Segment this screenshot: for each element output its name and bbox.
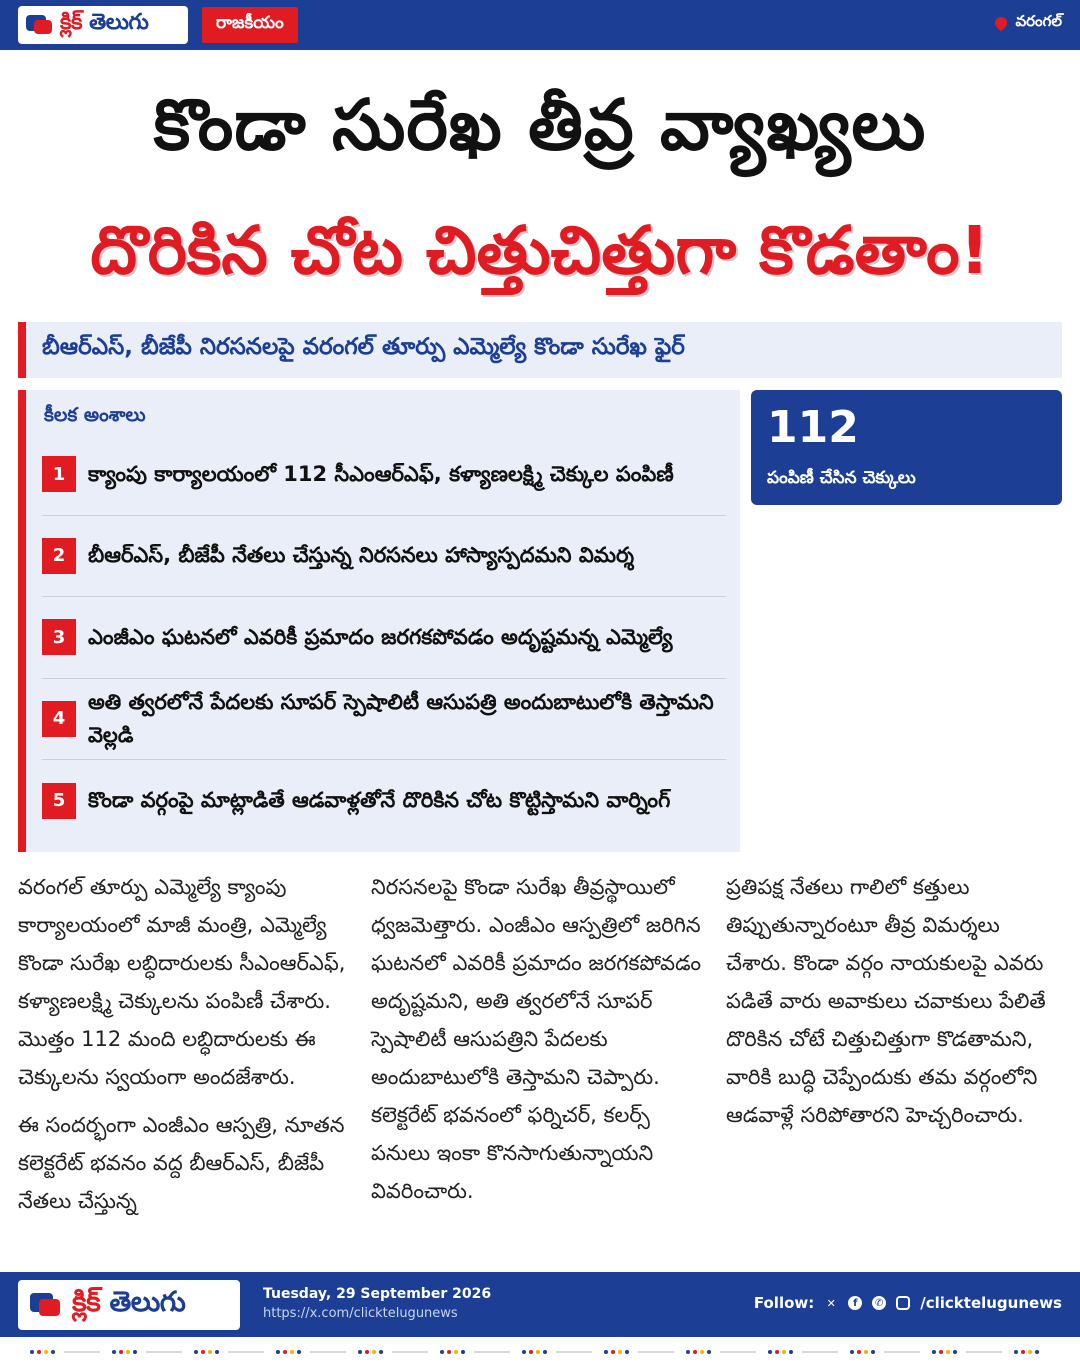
key-point-item (42, 679, 726, 761)
article-paragraph: నిరసనలపై కొండా సురేఖ తీవ్రస్థాయిలో ధ్వజమెత్తారు. ఎంజీఎం ఆస్పత్రిలో జరిగిన ఘటనలో ఎవరికీ ప్రమాదం జరగకపోవడం అదృష్టమని, అతి త్వరలోనే సూపర్ స్పెషాలిటీ ఆసుపత్రిని పేదలకు అందుబాటులోకి తెస్తామని చెప్పారు. కలెక్టరేట్ భవనంలో ఫర్నిచర్, కలర్స్ పనులు ఇంకా కొనసాగుతున్నాయని వివరించారు. (371, 875, 701, 1203)
chat-bubble-logo-icon (30, 1291, 60, 1319)
key-point-item (42, 516, 726, 598)
site-logo[interactable] (18, 6, 188, 44)
key-point-text: కొండా వర్గంపై మాట్లాడితే ఆడవాళ్లతోనే దొరికిన చోట కొట్టిస్తామని వార్నింగ్ (88, 788, 671, 813)
chat-bubble-logo-icon (26, 13, 52, 37)
location-tag (995, 12, 1062, 34)
key-point-item (42, 760, 726, 842)
headline-primary: కొండా సురేఖ తీవ్ర వ్యాఖ్యలు (153, 84, 927, 166)
dot-group-icon (686, 1350, 714, 1354)
dot-group-icon (1014, 1350, 1042, 1354)
stat-label: పంపిణీ చేసిన చెక్కులు (767, 468, 916, 488)
key-point-text: ఎంజీఎం ఘటనలో ఎవరికీ ప్రమాదం జరగకపోవడం అదృష్టమన్న ఎమ్మెల్యే (88, 624, 673, 649)
headline-secondary: దొరికిన చోట చిత్తుచిత్తుగా కొడతాం! (90, 212, 990, 289)
article-paragraph: వరంగల్ తూర్పు ఎమ్మెల్యే క్యాంపు కార్యాలయంలో మాజీ మంత్రి, ఎమ్మెల్యే కొండా సురేఖ లబ్ధిదారులకు సీఎంఆర్ఎఫ్, కళ్యాణలక్ష్మి చెక్కులను పంపిణీ చేశారు. మొత్తం 112 మంది లబ్ధిదారులకు ఈ చెక్కులను స్వయంగా అందజేశారు. (18, 875, 346, 1089)
dot-group-icon (932, 1350, 960, 1354)
article-column-1 (18, 868, 354, 1230)
social-handle[interactable]: /clicktelugunews (920, 1294, 1062, 1312)
location-pin-icon (993, 15, 1010, 32)
number-badge: 4 (42, 701, 76, 737)
article-paragraph: ప్రతిపక్ష నేతలు గాలిలో కత్తులు తిప్పుతున్నారంటూ తీవ్ర విమర్శలు చేశారు. కొండా వర్గం నాయకులపై ఎవరు పడితే వారు అవాకులు చవాకులు పేలితే దొరికిన చోటే చిత్తుచిత్తుగా కొడతామని, వారికి బుద్ధి చెప్పేందుకు తమ వర్గంలోని ఆడవాళ్లే సరిపోతారని హెచ్చరించారు. (726, 875, 1046, 1127)
key-point-text: అతి త్వరలోనే పేదలకు సూపర్ స్పెషాలిటీ ఆసుపత్రి అందుబాటులోకి తెస్తామని వెల్లడి (88, 689, 714, 747)
divider (884, 1351, 920, 1353)
key-points-list (42, 434, 726, 842)
dot-group-icon (112, 1350, 140, 1354)
key-point-text: బీఆర్ఎస్, బీజేపీ నేతలు చేస్తున్న నిరసనలు హాస్యాస్పదమని విమర్శ (88, 543, 635, 568)
divider (966, 1351, 1002, 1353)
category-badge[interactable]: రాజకీయం (202, 7, 298, 43)
dot-group-icon (276, 1350, 304, 1354)
divider (802, 1351, 838, 1353)
logo-text: క్లిక్ తెలుగు (60, 10, 149, 35)
divider (474, 1351, 510, 1353)
whatsapp-icon[interactable]: ✆ (872, 1296, 886, 1310)
dot-group-icon (358, 1350, 386, 1354)
divider (638, 1351, 674, 1353)
decorative-dots-row (0, 1337, 1080, 1365)
divider (720, 1351, 756, 1353)
divider (556, 1351, 592, 1353)
divider (64, 1351, 100, 1353)
follow-section (754, 1294, 1062, 1312)
footer-logo[interactable] (18, 1280, 240, 1330)
divider (392, 1351, 428, 1353)
key-points-panel (18, 390, 740, 852)
number-badge: 2 (42, 538, 76, 574)
dot-group-icon (850, 1350, 878, 1354)
follow-label: Follow: (753, 1294, 815, 1312)
article-column-3 (726, 868, 1066, 1144)
key-point-item (42, 597, 726, 679)
key-point-item (42, 434, 726, 516)
subtitle-bar: బీఆర్ఎస్, బీజేపీ నిరసనలపై వరంగల్ తూర్పు ఎమ్మెల్యే కొండా సురేఖ ఫైర్ (18, 322, 1062, 378)
location-label: వరంగల్ (1015, 12, 1062, 30)
dot-group-icon (604, 1350, 632, 1354)
divider (228, 1351, 264, 1353)
footer-bar (0, 1272, 1080, 1337)
divider (310, 1351, 346, 1353)
divider (146, 1351, 182, 1353)
article-paragraph: ఈ సందర్భంగా ఎంజీఎం ఆస్పత్రి, నూతన కలెక్టరేట్ భవనం వద్ద బీఆర్ఎస్, బీజేపీ నేతలు చేస్తున్న (18, 1113, 345, 1213)
number-badge: 3 (42, 619, 76, 655)
dot-group-icon (30, 1350, 58, 1354)
dot-group-icon (194, 1350, 222, 1354)
dot-group-icon (768, 1350, 796, 1354)
stat-value: 112 (767, 402, 859, 453)
stat-card (751, 390, 1062, 505)
top-bar (0, 0, 1080, 50)
key-points-title: కీలక అంశాలు (44, 404, 146, 426)
footer-url-link[interactable]: https://x.com/clicktelugunews (263, 1306, 458, 1321)
number-badge: 5 (42, 783, 76, 819)
facebook-icon[interactable]: f (848, 1296, 862, 1310)
number-badge: 1 (42, 456, 76, 492)
key-point-text: క్యాంపు కార్యాలయంలో 112 సీఎంఆర్ఎఫ్, కళ్యాణలక్ష్మి చెక్కుల పంపిణీ (88, 461, 674, 486)
article-column-2 (371, 868, 711, 1220)
footer-date: Tuesday, 29 September 2026 (263, 1286, 492, 1302)
dot-group-icon (440, 1350, 468, 1354)
logo-text: క్లిక్ తెలుగు (72, 1285, 186, 1318)
dot-group-icon (522, 1350, 550, 1354)
instagram-icon[interactable] (896, 1296, 910, 1310)
x-icon[interactable]: ✕ (826, 1296, 836, 1310)
